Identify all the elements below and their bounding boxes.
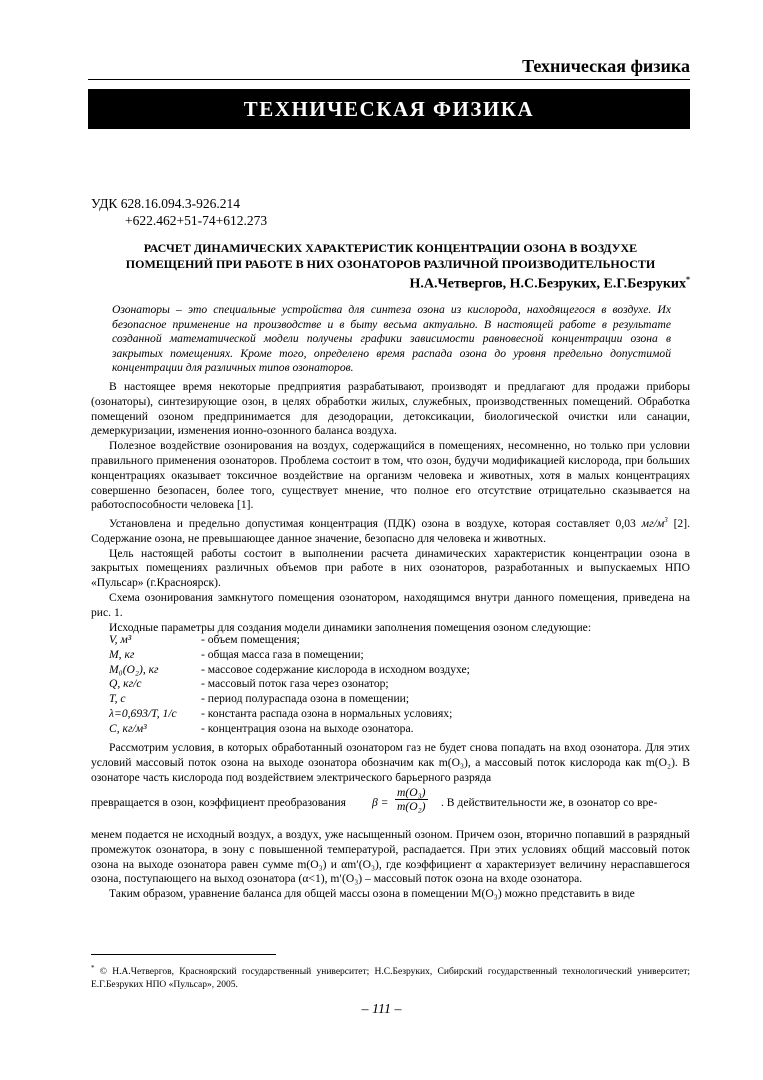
- param-row: [109, 633, 470, 648]
- param-symbol: M₀(O₂), кг: [109, 662, 159, 676]
- footnote-rule: [91, 954, 276, 955]
- param-symbol: C, кг/м³: [109, 721, 147, 735]
- udk-line-1: УДК 628.16.094.3-926.214: [91, 196, 241, 211]
- formula-denominator: m(O₂): [397, 800, 426, 813]
- param-desc: - концентрация озона на выходе озонатора.: [201, 721, 414, 735]
- paragraph-3-text-a: Установлена и предельно допустимая концентрация (ПДК) озона в воздухе, которая составляет 0,03: [109, 517, 642, 531]
- footnote: [91, 962, 690, 991]
- formula-lead-text: превращается в озон, коэффициент преобразования: [91, 796, 346, 809]
- param-symbol: T, с: [109, 692, 126, 706]
- article-title-line-2: ПОМЕЩЕНИЙ ПРИ РАБОТЕ В НИХ ОЗОНАТОРОВ РАЗЛИЧНОЙ ПРОИЗВОДИТЕЛЬНОСТИ: [125, 257, 656, 271]
- udk-line-2: +622.462+51-74+612.273: [125, 213, 268, 228]
- formula-tail-text: . В действительности же, в озонатор со вре-: [441, 796, 658, 809]
- formula-numerator: m(O₃): [397, 786, 426, 799]
- footnote-text: © Н.А.Четвергов, Красноярский государственный университет; Н.С.Безруких, Сибирский государственный технологический университет; Е.Г.Безруких НПО «Пульсар», 2005.: [91, 967, 690, 990]
- body-text-upper: [91, 380, 690, 635]
- section-banner: ТЕХНИЧЕСКАЯ ФИЗИКА: [88, 89, 690, 129]
- formula-fraction: [395, 786, 428, 813]
- authors-footnote-mark: *: [686, 275, 690, 284]
- footnote-mark: *: [91, 964, 95, 972]
- body-text-middle: [91, 741, 690, 785]
- udk-code: [91, 195, 267, 229]
- param-symbol: Q, кг/с: [109, 677, 142, 691]
- param-desc: - общая масса газа в помещении;: [201, 647, 364, 661]
- authors: [410, 275, 690, 293]
- paragraph-2: Полезное воздействие озонирования на воздух, содержащийся в помещениях, несомненно, но только при условии правильного применения озонаторов. Проблема состоит в том, что озон, будучи модификацией кислорода, при больших концентрациях оказывает токсичное воздействие на организм человека и животных, хотя в малых концентрациях совершенно безопасен, более того, существует мнение, что полное его отсутствие отрицательно сказывается на работоспособности человека [1].: [91, 439, 690, 512]
- page-number: – 111 –: [361, 1002, 402, 1017]
- param-row: [109, 663, 470, 678]
- paragraph-8: менем подается не исходный воздух, а воздух, уже насыщенный озоном. Причем озон, вторично попавший в разрядный промежуток озонатора, в зону с повышенной температурой, распадается. При этих условиях общий массовый поток озона на выходе озонатора равен сумме m(O₃) и αm′(O₃), где коэффициент α характеризует величину нераспавшегося озона, поступающего на выход озонатора (α<1), m′(O₃) – массовый поток озона на входе озонатора.: [91, 828, 690, 886]
- formula-line: [91, 786, 690, 822]
- param-desc: - период полураспада озона в помещении;: [201, 692, 410, 706]
- param-desc: - массовое содержание кислорода в исходном воздухе;: [201, 662, 470, 676]
- paragraph-9: Таким образом, уравнение баланса для общей массы озона в помещении M(O₃) можно представить в виде: [109, 887, 635, 901]
- abstract: Озонаторы – это специальные устройства для синтеза озона из кислорода, находящегося в воздухе. Их безопасное применение на производстве и в быту весьма актуально. В настоящей работе в результате созданной математической модели получены графики зависимости равновесной концентрации озона в закрытых помещениях. Кроме того, определено время распада озона до уровня предельно допустимой концентрации для различных типов озонаторов.: [112, 303, 671, 375]
- paragraph-3: [91, 513, 690, 546]
- param-row: [109, 677, 470, 692]
- param-desc: - массовый поток газа через озонатор;: [201, 677, 389, 691]
- param-row: [109, 707, 470, 722]
- param-symbol: λ=0,693/T, 1/с: [109, 706, 177, 720]
- paragraph-1: В настоящее время некоторые предприятия разрабатывают, производят и предлагают для продажи приборы (озонаторы), синтезирующие озон, в целях обработки жилых, служебных, производственных помещений. Обработка помещений озоном предпринимается для дезодорации, детоксикации, биологической очистки или санации, демеркуризации, изменения ионно-озонного баланса воздуха.: [91, 380, 690, 438]
- paragraph-5: Схема озонирования замкнутого помещения озонатором, находящимся внутри данного помещения, приведена на рис. 1.: [91, 591, 690, 619]
- authors-names: Н.А.Четвергов, Н.С.Безруких, Е.Г.Безруких: [409, 276, 686, 292]
- param-desc: - объем помещения;: [201, 633, 300, 646]
- pdk-unit: мг/м: [641, 517, 665, 531]
- param-symbol: V, м³: [109, 633, 132, 646]
- article-title-line-1: РАСЧЕТ ДИНАМИЧЕСКИХ ХАРАКТЕРИСТИК КОНЦЕНТРАЦИИ ОЗОНА В ВОЗДУХЕ: [143, 241, 638, 255]
- running-head-title: Техническая физика: [522, 56, 690, 76]
- article-title: [91, 240, 690, 272]
- paragraph-4: Цель настоящей работы состоит в выполнении расчета динамических характеристик концентрации озона в закрытых помещениях различных объемов при работе в них озонаторов, разработанных и выпускаемых НПО «Пульсар» (г.Красноярск).: [91, 546, 690, 590]
- paragraph-6: Исходные параметры для создания модели динамики заполнения помещения озоном следующие:: [109, 620, 592, 634]
- formula-beta: β =: [372, 796, 389, 809]
- param-row: [109, 722, 470, 737]
- paragraph-3-text-b: [2]. Содержание озона, не превышающее данное значение, безопасно для человека и животных.: [91, 517, 690, 545]
- param-row: [109, 692, 470, 707]
- param-row: [109, 648, 470, 663]
- body-text-lower: [91, 828, 690, 902]
- pdk-unit-exp: 3: [664, 516, 668, 525]
- param-desc: - константа распада озона в нормальных условиях;: [201, 706, 453, 720]
- parameter-list: [109, 633, 470, 737]
- param-symbol: M, кг: [109, 647, 135, 661]
- header-rule: [88, 79, 690, 80]
- paragraph-7: Рассмотрим условия, в которых обработанный озонатором газ не будет снова попадать на вход озонатора. Для этих условий массовый поток озона на выходе озонатора обозначим как m(O₃), а массовый поток кислорода как m(O₂). В озонаторе часть кислорода под воздействием электрического барьерного разряда: [91, 741, 690, 784]
